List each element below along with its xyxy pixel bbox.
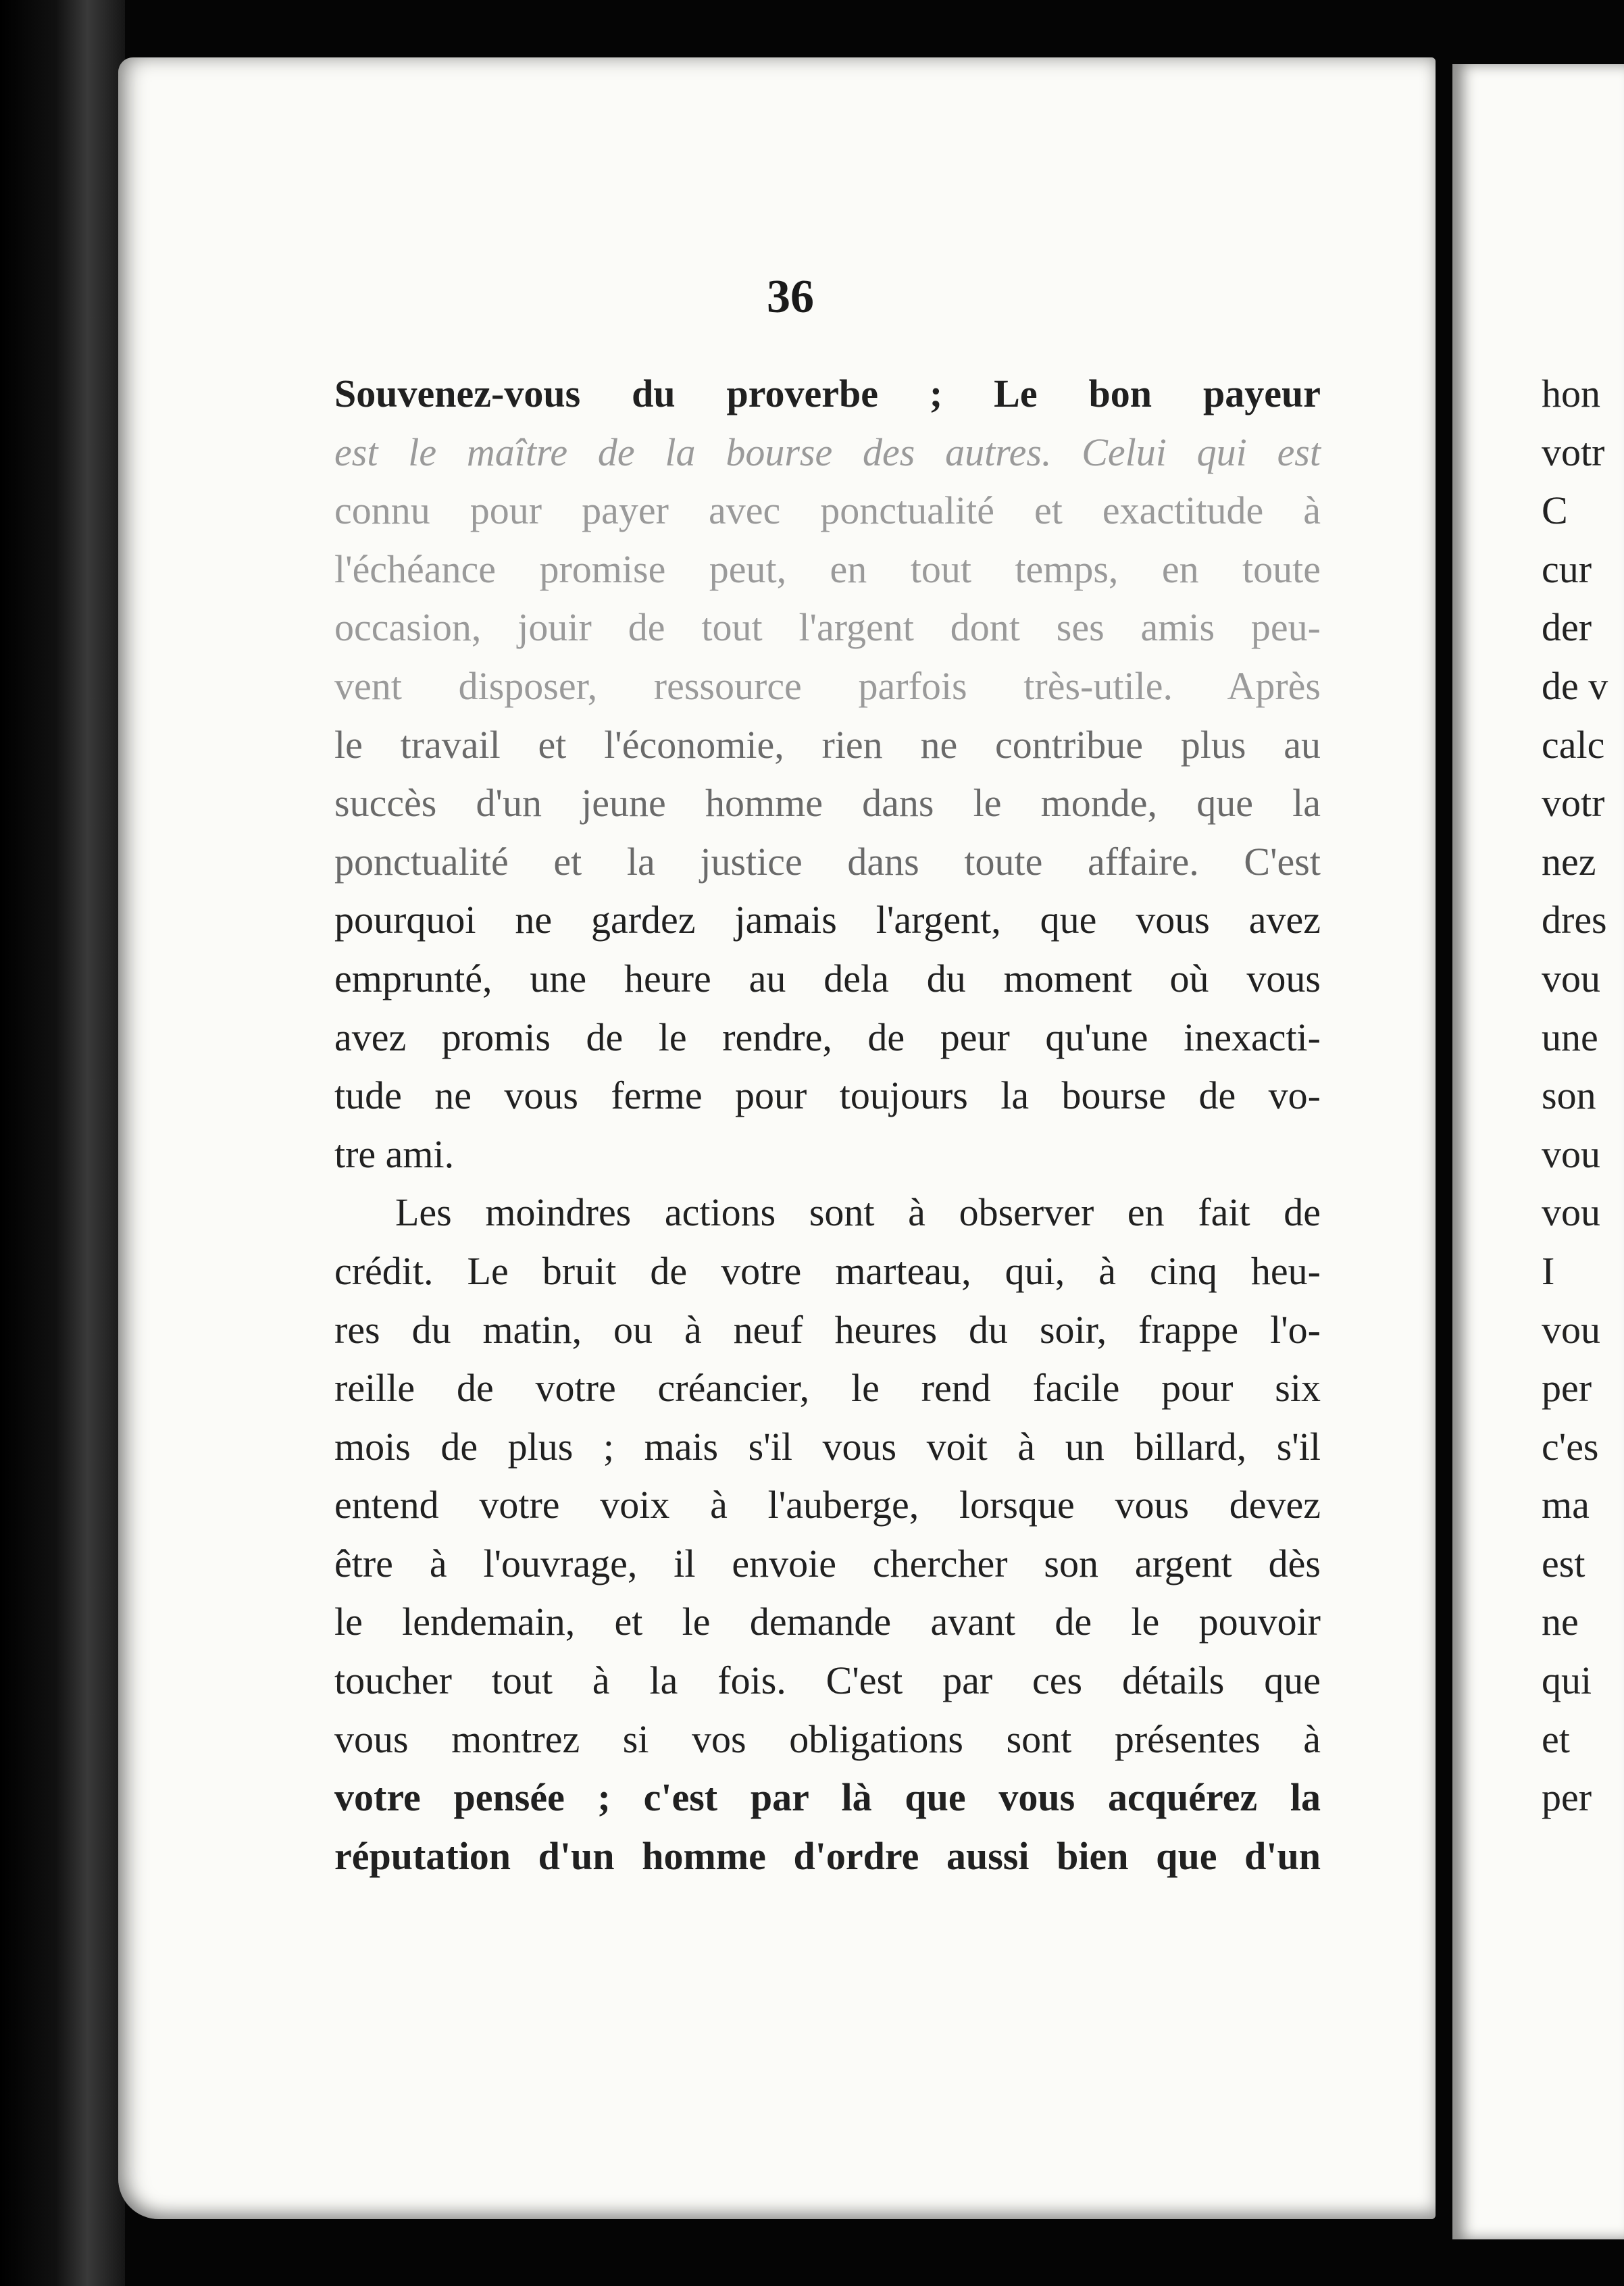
book-spine-shadow: [0, 0, 125, 2286]
facing-text-fragment: per: [1542, 1775, 1592, 1820]
text-line: votre pensée ; c'est par là que vous acquérez la: [334, 1775, 1321, 1820]
facing-text-fragment: vou: [1542, 1190, 1600, 1235]
facing-text-fragment: ma: [1542, 1483, 1590, 1527]
text-line: vent disposer, ressource parfois très-utile. Après: [334, 663, 1321, 708]
facing-text-fragment: cur: [1542, 547, 1592, 591]
facing-text-fragment: son: [1542, 1073, 1596, 1118]
text-line: tude ne vous ferme pour toujours la bourse de vo-: [334, 1073, 1321, 1118]
text-line: est le maître de la bourse des autres. Celui qui est: [334, 430, 1321, 474]
text-line: mois de plus ; mais s'il vous voit à un billard, s'il: [334, 1424, 1321, 1469]
text-line: crédit. Le bruit de votre marteau, qui, à cinq heu-: [334, 1248, 1321, 1293]
facing-text-fragment: der: [1542, 605, 1592, 650]
text-line: réputation d'un homme d'ordre aussi bien que d'un: [334, 1833, 1321, 1878]
text-line: res du matin, ou à neuf heures du soir, frappe l'o-: [334, 1307, 1321, 1352]
text-line: reille de votre créancier, le rend facile pour six: [334, 1366, 1321, 1411]
text-line: pourquoi ne gardez jamais l'argent, que vous avez: [334, 898, 1321, 942]
facing-text-fragment: qui: [1542, 1658, 1592, 1703]
facing-text-fragment: votr: [1542, 430, 1605, 474]
text-line: entend votre voix à l'auberge, lorsque vous devez: [334, 1483, 1321, 1527]
facing-text-fragment: hon: [1542, 372, 1600, 415]
text-line: occasion, jouir de tout l'argent dont ses amis peu-: [334, 605, 1321, 650]
page-body-text: [334, 365, 1321, 1885]
page-number: 36: [767, 271, 814, 323]
facing-text-fragment: c'es: [1542, 1424, 1599, 1469]
text-line: toucher tout à la fois. C'est par ces détails que: [334, 1658, 1321, 1703]
text-line: tre ami.: [334, 1132, 455, 1176]
facing-text-fragment: vou: [1542, 956, 1600, 1000]
facing-text-fragment: votr: [1542, 781, 1605, 825]
facing-text-fragment: calc: [1542, 722, 1605, 767]
text-line: avez promis de le rendre, de peur qu'une inexacti-: [334, 1015, 1321, 1059]
text-line: être à l'ouvrage, il envoie chercher son argent dès: [334, 1541, 1321, 1585]
facing-text-fragment: ne: [1542, 1600, 1579, 1644]
facing-text-fragment: I: [1542, 1248, 1555, 1293]
text-line: l'échéance promise peut, en tout temps, en toute: [334, 547, 1321, 591]
text-line: le travail et l'économie, rien ne contribue plus au: [334, 722, 1321, 767]
facing-text-fragment: une: [1542, 1015, 1598, 1059]
facing-text-fragment: per: [1542, 1366, 1592, 1411]
facing-text-fragment: C: [1542, 488, 1568, 533]
facing-text-fragment: est: [1542, 1541, 1585, 1585]
text-line: emprunté, une heure au dela du moment où vous: [334, 956, 1321, 1000]
facing-text-fragment: vou: [1542, 1307, 1600, 1352]
facing-text-fragment: de v: [1542, 663, 1608, 708]
facing-text-fragment: vou: [1542, 1132, 1600, 1176]
facing-text-fragment: nez: [1542, 839, 1596, 884]
facing-text-fragment: dres: [1542, 898, 1607, 942]
text-line: succès d'un jeune homme dans le monde, que la: [334, 781, 1321, 825]
text-line: connu pour payer avec ponctualité et exactitude à: [334, 488, 1321, 533]
text-line: Souvenez-vous du proverbe ; Le bon payeur: [334, 372, 1321, 415]
facing-page-text-fragments: [1542, 365, 1624, 1827]
text-line: ponctualité et la justice dans toute affaire. C'est: [334, 839, 1321, 884]
text-line: vous montrez si vos obligations sont présentes à: [334, 1717, 1321, 1761]
facing-text-fragment: et: [1542, 1717, 1570, 1761]
text-line: le lendemain, et le demande avant de le pouvoir: [334, 1600, 1321, 1644]
text-line: Les moindres actions sont à observer en fait de: [395, 1190, 1321, 1235]
